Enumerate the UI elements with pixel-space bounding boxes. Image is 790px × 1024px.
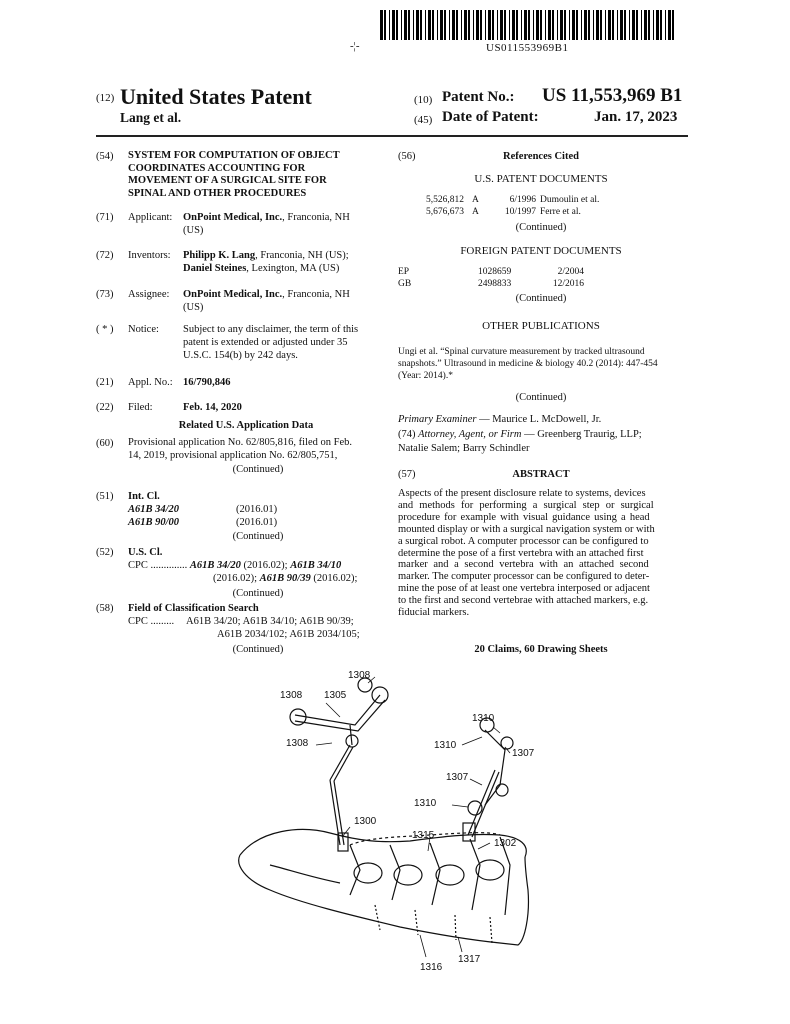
provisional-text (128, 437, 384, 462)
publication-line: Ungi et al. “Spinal curvature measurement by tracked ultrasound (398, 347, 645, 357)
barcode-bar (665, 10, 666, 40)
barcode-bar (504, 10, 506, 40)
foreign-doc-row (398, 267, 584, 277)
inventors-value (183, 249, 393, 275)
barcode-bar (672, 10, 674, 40)
barcode-number: US011553969B1 (486, 42, 569, 54)
related-data-heading: Related U.S. Application Data (178, 420, 314, 431)
other-publication (398, 346, 688, 382)
barcode-bar (557, 10, 558, 40)
barcode-bar (528, 10, 530, 40)
attorney (398, 428, 642, 442)
barcode-bar (449, 10, 450, 40)
figure-label: 1310 (472, 713, 495, 724)
publication-line: snapshots.” Ultrasound in medicine & biology 40.2 (2014): 447-454 (398, 359, 658, 369)
attorney-names: Natalie Salem; Barry Schindler (398, 443, 530, 454)
barcode-bar (485, 10, 486, 40)
barcode-bar (648, 10, 650, 40)
code-10: (10) (414, 94, 433, 106)
notice-line: patent is extended or adjusted under 35 (183, 337, 348, 348)
barcode-bar (533, 10, 534, 40)
code-73: (73) (96, 289, 114, 300)
code-45: (45) (414, 114, 433, 126)
barcode-bar (564, 10, 566, 40)
examiner-name: — Maurice L. McDowell, Jr. (476, 414, 602, 425)
code-51: (51) (96, 491, 114, 502)
barcode-bar (632, 10, 635, 40)
applicant-label: Applicant: (128, 212, 173, 223)
barcode-bar (392, 10, 395, 40)
applicant-value (183, 211, 381, 237)
barcode-bar (600, 10, 602, 40)
figure-label: 1315 (412, 830, 435, 841)
barcode-bar (548, 10, 551, 40)
barcode-bar (629, 10, 630, 40)
barcode-bar (380, 10, 383, 40)
spine-illustration (239, 829, 529, 945)
barcode-bar (420, 10, 422, 40)
barcode-bar (581, 10, 582, 40)
inventor-name: Daniel Steines (183, 263, 247, 274)
abstract-heading: ABSTRACT (512, 469, 570, 480)
cpc-class: A61B 34/10 (290, 560, 342, 571)
barcode-bar (521, 10, 522, 40)
barcode-bar (396, 10, 398, 40)
notice-code: ( * ) (96, 324, 114, 335)
barcode-bar (540, 10, 542, 40)
barcode-bar (432, 10, 434, 40)
claims-summary: 20 Claims, 60 Drawing Sheets (474, 644, 608, 655)
inventor-name: Philipp K. Lang (183, 250, 256, 261)
code-71: (71) (96, 212, 114, 223)
barcode-bar (569, 10, 570, 40)
other-publications-heading: OTHER PUBLICATIONS (482, 320, 600, 332)
us-doc-row (426, 195, 599, 205)
title-line: COORDINATES ACCOUNTING FOR (128, 162, 306, 174)
barcode-bar (516, 10, 518, 40)
barcode-bar (612, 10, 614, 40)
figure-label: 1310 (414, 798, 437, 809)
header-rule (96, 135, 688, 137)
figure-label: 1308 (286, 738, 309, 749)
figure-label: 1316 (420, 962, 443, 973)
doc-country: GB (398, 279, 412, 289)
abstract-line: Aspects of the present disclosure relate to systems, devices (398, 488, 646, 499)
doc-number: 5,676,673 (426, 207, 464, 217)
barcode-bar (488, 10, 491, 40)
code-56: (56) (398, 151, 416, 162)
foreign-docs-continued: (Continued) (515, 293, 567, 304)
barcode-bar (492, 10, 494, 40)
us-cl-continued: (Continued) (232, 588, 284, 599)
int-cl-version: (2016.01) (236, 504, 278, 515)
figure-label: 1305 (324, 690, 347, 701)
cpc-class: A61B 34/20 (189, 560, 241, 571)
assignee-value (183, 288, 381, 314)
barcode-bar (552, 10, 554, 40)
barcode-bar (413, 10, 414, 40)
barcode-bar (624, 10, 626, 40)
barcode (380, 10, 680, 40)
title-line: SYSTEM FOR COMPUTATION OF OBJECT (128, 150, 340, 161)
cpc-version: (2016.02); (240, 560, 291, 571)
barcode-bar (545, 10, 546, 40)
patent-date: Jan. 17, 2023 (594, 109, 678, 125)
us-cl-cpc-line1 (128, 559, 341, 573)
barcode-bar (512, 10, 515, 40)
barcode-bar (660, 10, 662, 40)
barcode-bar (497, 10, 498, 40)
invention-title (128, 150, 388, 200)
code-72: (72) (96, 250, 114, 261)
barcode-bar (509, 10, 510, 40)
doc-date: 12/2016 (552, 279, 584, 289)
code-57: (57) (398, 469, 416, 480)
doc-date: 2/2004 (557, 267, 584, 277)
appl-no-label: Appl. No.: (128, 377, 173, 388)
barcode-bar (500, 10, 503, 40)
filed-label: Filed: (128, 402, 153, 413)
references-heading: References Cited (503, 151, 579, 162)
assignee-location: , Franconia, NH (282, 289, 350, 300)
notice-label: Notice: (128, 324, 159, 335)
attorney-code: (74) (398, 429, 416, 440)
abstract-line: determine the pose of a first vertebra with an attached first (398, 547, 644, 559)
int-cl-version: (2016.01) (236, 517, 278, 528)
barcode-bar (653, 10, 654, 40)
barcode-bar (617, 10, 618, 40)
assignee-country: (US) (183, 302, 204, 313)
kind-code-12: (12) (96, 92, 115, 104)
barcode-bar (608, 10, 611, 40)
doc-kind: A (472, 207, 479, 217)
title-line: SPINAL AND OTHER PROCEDURES (128, 187, 307, 199)
field-search-continued: (Continued) (232, 644, 284, 655)
notice-line: Subject to any disclaimer, the term of this (183, 324, 359, 335)
attorney-label: Attorney, Agent, or Firm (418, 429, 522, 440)
figure-label: 1308 (348, 670, 371, 681)
code-60: (60) (96, 438, 114, 449)
authors: Lang et al. (120, 110, 182, 125)
notice-line: U.S.C. 154(b) by 242 days. (183, 350, 298, 361)
barcode-bar (641, 10, 642, 40)
abstract-line: a surgical robot. A computer processor can be configured to (398, 535, 649, 547)
abstract-line: mounted display or with a surgical navigation system or with (398, 523, 655, 535)
barcode-bar (480, 10, 482, 40)
barcode-bar (408, 10, 410, 40)
us-cl-cpc-line2 (213, 572, 357, 586)
abstract-line: mine the pose of at least one vertebra interposed or adjacent (398, 583, 650, 595)
barcode-bar (584, 10, 587, 40)
barcode-bar (593, 10, 594, 40)
abstract-line: fiducial markers. (398, 607, 470, 619)
foreign-docs-heading: FOREIGN PATENT DOCUMENTS (460, 245, 622, 257)
code-21: (21) (96, 377, 114, 388)
notice-text (183, 323, 383, 362)
document-title: United States Patent (120, 84, 312, 109)
abstract-text (398, 488, 684, 619)
barcode-bar (456, 10, 458, 40)
abstract-line: to the first and second vertebrae with attached markers, e.g. (398, 595, 649, 607)
abstract-line: and methods for performing a surgical step or surgical (398, 499, 654, 511)
code-52: (52) (96, 547, 114, 558)
doc-number: 5,526,812 (426, 195, 464, 205)
barcode-bar (644, 10, 647, 40)
abstract-line: marker and a second vertebra with an attached second (398, 559, 649, 571)
barcode-bar (572, 10, 575, 40)
barcode-bar (452, 10, 455, 40)
code-58: (58) (96, 603, 114, 614)
figure-label: 1300 (354, 816, 377, 827)
doc-country: EP (398, 267, 410, 277)
doc-name: Dumoulin et al. (540, 195, 600, 205)
barcode-bar (576, 10, 578, 40)
barcode-bar (524, 10, 527, 40)
abstract-line: procedure for example with visual guidance using a head (398, 511, 650, 523)
inventor-location: , Franconia, NH (US); (255, 250, 349, 261)
applicant-country: (US) (183, 225, 204, 236)
barcode-bar (428, 10, 431, 40)
title-line: MOVEMENT OF A SURGICAL SITE FOR (128, 175, 327, 186)
doc-date: 10/1997 (504, 207, 536, 217)
cpc-label: CPC .............. (128, 560, 188, 571)
barcode-bar (596, 10, 599, 40)
barcode-bar (560, 10, 563, 40)
barcode-bar (636, 10, 638, 40)
patent-no-label: Patent No.: (442, 89, 515, 105)
cpc-version: (2016.02); (213, 573, 260, 584)
int-cl-class: A61B 34/20 (128, 504, 180, 515)
doc-date: 6/1996 (509, 195, 536, 205)
representative-drawing (200, 665, 580, 985)
doc-number: 2498833 (478, 279, 512, 289)
provisional-line: Provisional application No. 62/805,816, filed on Feb. (128, 437, 352, 448)
assignee-label: Assignee: (128, 289, 170, 300)
barcode-bar (437, 10, 438, 40)
barcode-bar (416, 10, 419, 40)
us-docs-continued: (Continued) (515, 222, 567, 233)
barcode-bar (404, 10, 407, 40)
barcode-bar (468, 10, 470, 40)
attorney-firm: — Greenberg Traurig, LLP; (521, 429, 642, 440)
applicant-location: , Franconia, NH (282, 212, 350, 223)
examiner-label: Primary Examiner (398, 414, 477, 425)
barcode-bar (620, 10, 623, 40)
barcode-bar (605, 10, 606, 40)
int-cl-label: Int. Cl. (128, 491, 160, 502)
barcode-bar (536, 10, 539, 40)
barcode-bar (588, 10, 590, 40)
int-cl-continued: (Continued) (232, 531, 284, 542)
patent-number: US 11,553,969 B1 (542, 85, 683, 106)
figure-label: 1308 (280, 690, 303, 701)
barcode-bar (425, 10, 426, 40)
barcode-bar (440, 10, 443, 40)
figure-label: 1307 (512, 748, 535, 759)
cpc-class: A61B 90/39 (259, 573, 311, 584)
barcode-bar (668, 10, 671, 40)
cpc-version: (2016.02); (310, 573, 358, 584)
int-cl-class: A61B 90/00 (128, 517, 180, 528)
barcode-bar (464, 10, 467, 40)
figure-label: 1317 (458, 954, 481, 965)
barcode-bar (461, 10, 462, 40)
inventor-location: , Lexington, MA (US) (246, 263, 340, 274)
date-label: Date of Patent: (442, 109, 539, 125)
code-54: (54) (96, 151, 114, 162)
barcode-bar (473, 10, 474, 40)
primary-examiner (398, 413, 601, 427)
doc-name: Ferre et al. (540, 207, 581, 217)
barcode-bar (656, 10, 659, 40)
foreign-doc-row (398, 279, 584, 289)
figure-label: 1310 (434, 740, 457, 751)
us-cl-label: U.S. Cl. (128, 547, 163, 558)
appl-no: 16/790,846 (183, 377, 231, 388)
publication-line: (Year: 2014).* (398, 371, 453, 381)
provisional-continued: (Continued) (232, 464, 284, 475)
barcode-bar (444, 10, 446, 40)
field-search-line: A61B 34/20; A61B 34/10; A61B 90/39; (186, 616, 354, 627)
field-search-line: A61B 2034/102; A61B 2034/105; (217, 629, 360, 640)
other-continued: (Continued) (515, 392, 567, 403)
code-22: (22) (96, 402, 114, 413)
barcode-bar (384, 10, 386, 40)
barcode-bar (401, 10, 402, 40)
us-doc-row (426, 207, 581, 217)
assignee-name: OnPoint Medical, Inc. (183, 289, 283, 300)
abstract-line: marker. The computer processor can be configured to deter- (398, 571, 650, 583)
field-search-label: Field of Classification Search (128, 603, 259, 614)
field-search-cpc: CPC ......... (128, 616, 175, 627)
filed-date: Feb. 14, 2020 (183, 402, 242, 413)
figure-label: 1307 (446, 772, 469, 783)
doc-number: 1028659 (478, 267, 512, 277)
registration-mark: -¦- (350, 40, 360, 52)
barcode-bar (476, 10, 479, 40)
provisional-line: 14, 2019, provisional application No. 62/805,751, (128, 449, 338, 461)
inventors-label: Inventors: (128, 250, 171, 261)
barcode-bar (389, 10, 390, 40)
doc-kind: A (472, 195, 479, 205)
figure-label: 1302 (494, 838, 517, 849)
us-docs-heading: U.S. PATENT DOCUMENTS (474, 173, 608, 185)
applicant-name: OnPoint Medical, Inc. (183, 212, 283, 223)
